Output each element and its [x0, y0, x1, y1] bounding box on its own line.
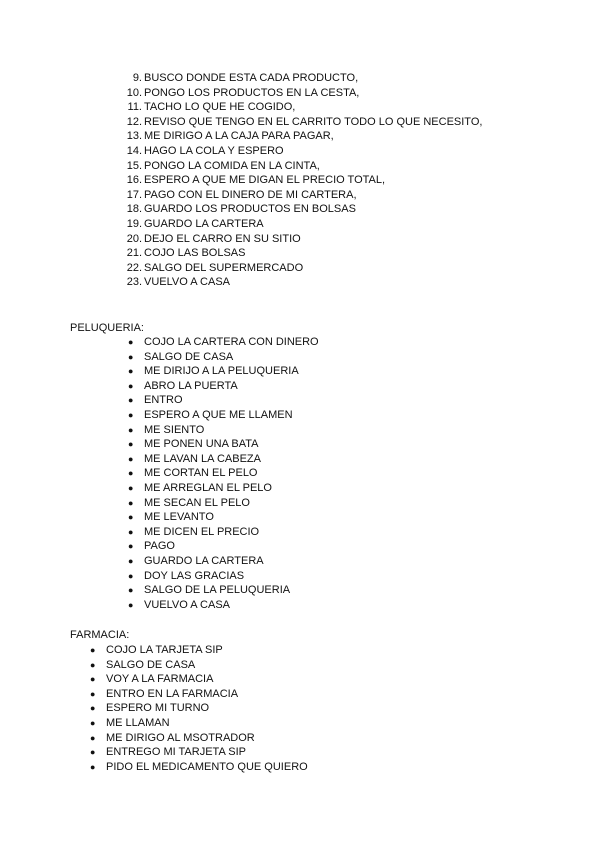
bullet-icon: ●	[128, 541, 134, 552]
list-item	[128, 364, 319, 379]
list-item	[128, 481, 319, 496]
list-item	[128, 569, 319, 584]
list-item	[128, 452, 319, 467]
list-item	[128, 583, 319, 598]
list-item	[90, 658, 308, 673]
list-item-text: PAGO CON EL DINERO DE MI CARTERA,	[144, 188, 357, 201]
list-item-text: ME LEVANTO	[144, 511, 214, 524]
bullet-icon: ●	[128, 366, 134, 377]
bullet-icon: ●	[128, 585, 134, 596]
bullet-icon: ●	[90, 674, 96, 685]
list-item-text: GUARDO LA CARTERA	[144, 217, 264, 230]
list-item	[118, 275, 482, 290]
peluqueria-steps-list	[128, 335, 319, 612]
list-item-text: PAGO	[144, 540, 175, 553]
section-heading-peluqueria: PELUQUERIA:	[70, 322, 144, 334]
list-item	[128, 525, 319, 540]
list-item-text: COJO LAS BOLSAS	[144, 247, 246, 260]
bullet-icon: ●	[90, 732, 96, 743]
list-item-text: HAGO LA COLA Y ESPERO	[144, 144, 284, 157]
list-item-number: 13.	[126, 130, 142, 143]
list-item-number: 22.	[126, 261, 142, 274]
list-item	[118, 159, 482, 174]
list-item-text: ME SIENTO	[144, 423, 205, 436]
list-item-number: 11.	[127, 101, 142, 114]
list-item	[118, 217, 482, 232]
list-item-text: DEJO EL CARRO EN SU SITIO	[144, 232, 301, 245]
bullet-icon: ●	[128, 351, 134, 362]
list-item	[128, 437, 319, 452]
bullet-icon: ●	[90, 747, 96, 758]
bullet-icon: ●	[128, 512, 134, 523]
list-item-number: 12.	[126, 115, 142, 128]
bullet-icon: ●	[90, 703, 96, 714]
list-item	[128, 539, 319, 554]
bullet-icon: ●	[90, 761, 96, 772]
list-item	[118, 144, 482, 159]
list-item-text: ME SECAN EL PELO	[144, 496, 250, 509]
list-item	[90, 687, 308, 702]
bullet-icon: ●	[90, 717, 96, 728]
list-item-text: ENTRO	[144, 394, 183, 407]
list-item	[128, 554, 319, 569]
list-item-number: 17.	[126, 188, 142, 201]
list-item-text: COJO LA CARTERA CON DINERO	[144, 336, 319, 348]
section-heading-farmacia: FARMACIA:	[70, 629, 130, 641]
list-item-text: ME CORTAN EL PELO	[144, 467, 258, 480]
list-item	[118, 115, 482, 130]
bullet-icon: ●	[128, 482, 134, 493]
bullet-icon: ●	[128, 453, 134, 464]
list-item-text: ME DIRIGO A LA CAJA PARA PAGAR,	[144, 130, 334, 143]
bullet-icon: ●	[128, 555, 134, 566]
list-item-text: TACHO LO QUE HE COGIDO,	[144, 101, 296, 114]
list-item-text: PONGO LA COMIDA EN LA CINTA,	[144, 159, 320, 172]
list-item-text: BUSCO DONDE ESTA CADA PRODUCTO,	[144, 72, 359, 84]
list-item-number: 16.	[126, 174, 142, 187]
list-item	[128, 496, 319, 511]
list-item	[118, 173, 482, 188]
list-item-number: 15.	[126, 159, 142, 172]
list-item	[90, 701, 308, 716]
list-item	[90, 745, 308, 760]
list-item-number: 23.	[126, 276, 142, 289]
bullet-icon: ●	[90, 659, 96, 670]
list-item	[128, 379, 319, 394]
list-item-text: SALGO DE CASA	[144, 350, 234, 363]
list-item	[118, 261, 482, 276]
list-item-text: GUARDO LA CARTERA	[144, 554, 264, 567]
list-item-text: SALGO DE LA PELUQUERIA	[144, 584, 291, 597]
list-item	[118, 129, 482, 144]
list-item	[118, 246, 482, 261]
list-item-text: ME ARREGLAN EL PELO	[144, 481, 272, 494]
bullet-icon: ●	[128, 468, 134, 479]
list-item-text: SALGO DEL SUPERMERCADO	[144, 261, 304, 274]
list-item-text: GUARDO LOS PRODUCTOS EN BOLSAS	[144, 203, 356, 216]
list-item-text: VUELVO A CASA	[144, 276, 231, 289]
bullet-icon: ●	[128, 570, 134, 581]
list-item-text: REVISO QUE TENGO EN EL CARRITO TODO LO QUE NECESITO,	[144, 115, 483, 128]
list-item	[128, 466, 319, 481]
list-item	[118, 86, 482, 101]
list-item	[118, 71, 482, 86]
list-item	[118, 232, 482, 247]
farmacia-steps-list	[90, 643, 308, 774]
list-item-text: ME PONEN UNA BATA	[144, 438, 259, 451]
list-item	[118, 202, 482, 217]
list-item	[128, 335, 319, 350]
list-item	[128, 350, 319, 365]
bullet-icon: ●	[128, 380, 134, 391]
list-item	[128, 510, 319, 525]
list-item	[90, 760, 308, 775]
list-item-text: ME LAVAN LA CABEZA	[144, 452, 261, 465]
list-item	[118, 100, 482, 115]
list-item	[128, 423, 319, 438]
list-item-text: VOY A LA FARMACIA	[106, 673, 214, 686]
bullet-icon: ●	[90, 688, 96, 699]
bullet-icon: ●	[128, 409, 134, 420]
list-item-number: 10.	[126, 86, 142, 99]
bullet-icon: ●	[128, 599, 134, 610]
list-item-number: 9.	[132, 72, 142, 84]
bullet-icon: ●	[128, 395, 134, 406]
list-item	[90, 716, 308, 731]
list-item	[90, 643, 308, 658]
bullet-icon: ●	[90, 645, 96, 655]
bullet-icon: ●	[128, 526, 134, 537]
list-item-text: VUELVO A CASA	[144, 598, 231, 611]
supermarket-steps-list	[118, 71, 482, 290]
list-item-text: ME DICEN EL PRECIO	[144, 525, 260, 538]
list-item-text: ESPERO A QUE ME DIGAN EL PRECIO TOTAL,	[144, 174, 386, 187]
list-item	[118, 188, 482, 203]
list-item-number: 19.	[126, 217, 142, 230]
list-item-text: ABRO LA PUERTA	[144, 379, 238, 392]
list-item-number: 18.	[126, 203, 142, 216]
bullet-icon: ●	[128, 424, 134, 435]
list-item-text: PONGO LOS PRODUCTOS EN LA CESTA,	[144, 86, 360, 99]
list-item-text: ME DIRIGO AL MSOTRADOR	[106, 731, 255, 744]
list-item-text: ENTREGO MI TARJETA SIP	[106, 746, 246, 759]
list-item	[90, 731, 308, 746]
list-item-text: ESPERO A QUE ME LLAMEN	[144, 408, 293, 421]
bullet-icon: ●	[128, 497, 134, 508]
list-item-number: 20.	[126, 232, 142, 245]
bullet-icon: ●	[128, 439, 134, 450]
list-item-text: SALGO DE CASA	[106, 658, 196, 671]
list-item-text: COJO LA TARJETA SIP	[106, 644, 223, 656]
bullet-icon: ●	[128, 337, 134, 347]
list-item-text: ME LLAMAN	[106, 716, 170, 729]
list-item	[128, 408, 319, 423]
list-item-text: DOY LAS GRACIAS	[144, 569, 245, 582]
list-item-text: ME DIRIJO A LA PELUQUERIA	[144, 365, 299, 378]
list-item	[128, 393, 319, 408]
list-item	[90, 672, 308, 687]
list-item-number: 21.	[126, 247, 142, 260]
list-item-text: ENTRO EN LA FARMACIA	[106, 687, 239, 700]
list-item	[128, 598, 319, 613]
list-item-text: PIDO EL MEDICAMENTO QUE QUIERO	[106, 760, 308, 773]
list-item-number: 14.	[126, 144, 142, 157]
list-item-text: ESPERO MI TURNO	[106, 702, 210, 715]
